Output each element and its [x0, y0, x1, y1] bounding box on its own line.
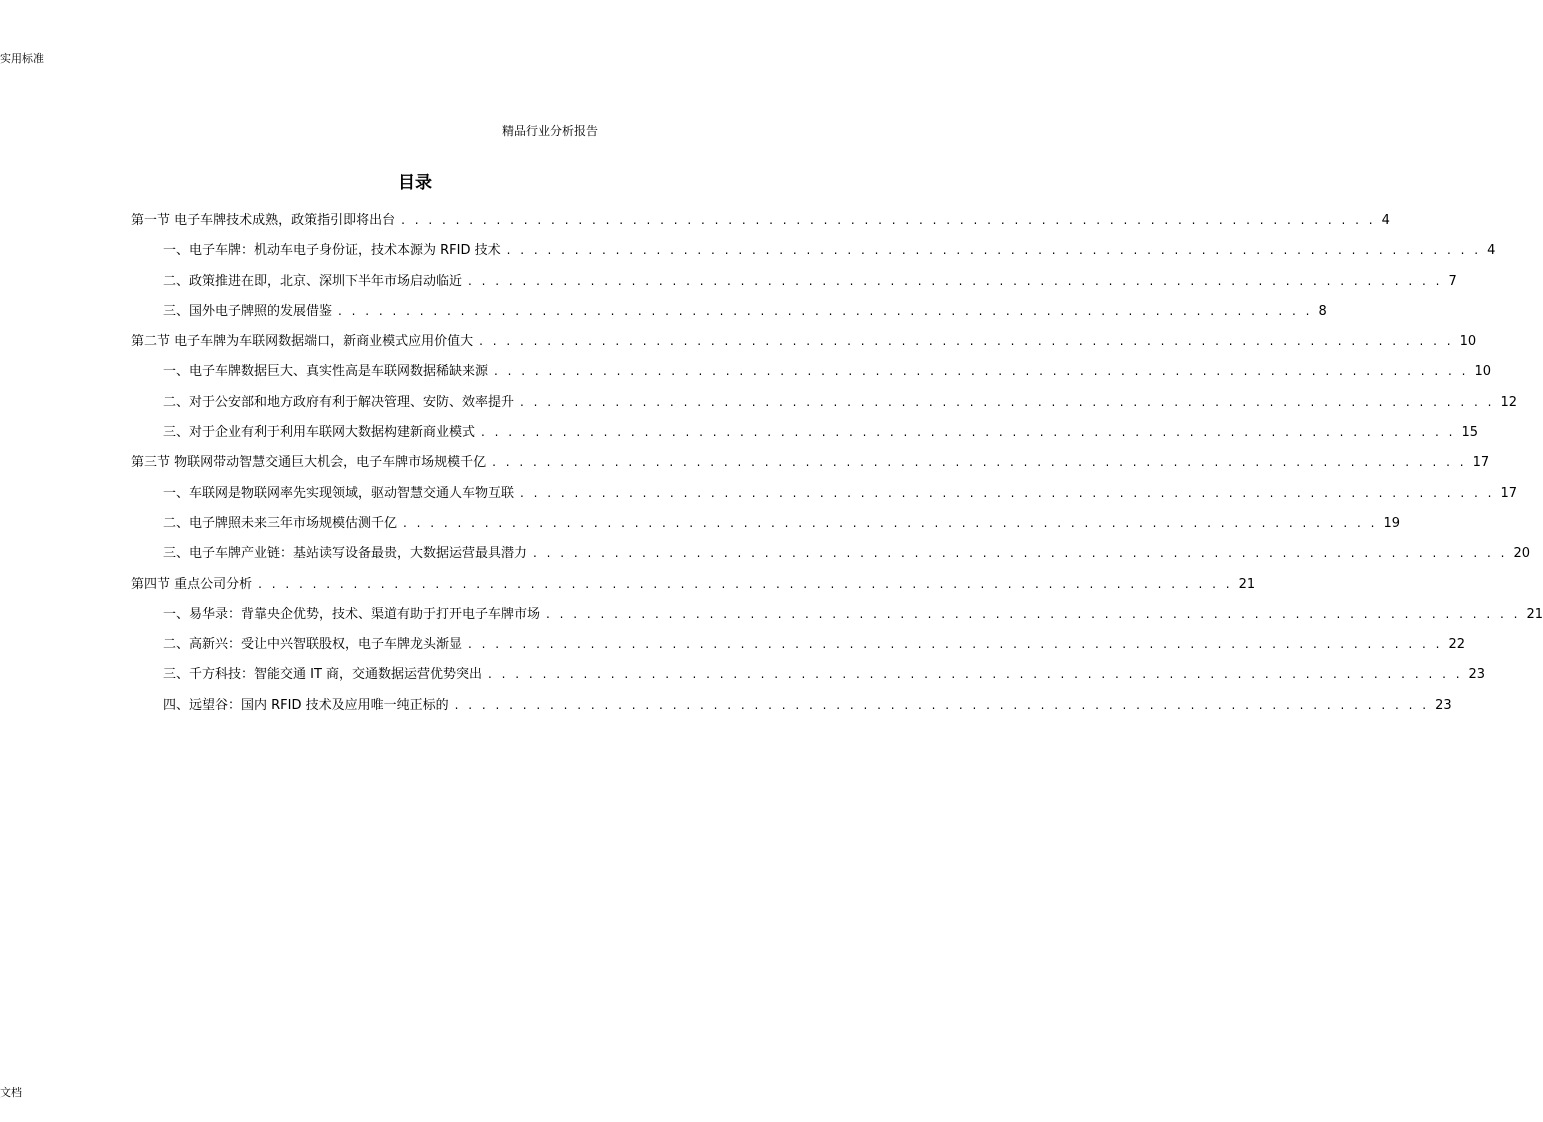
toc-section-entry[interactable]	[131, 329, 1477, 359]
toc-dot-leader: . . . . . . . . . . . . . . . . . . . . . . . . . . . . . . . . . . . . . . . . . . . . . . . . . . . . . . . . . . . . . . . . . . . . . . . .	[258, 576, 1233, 591]
toc-entry-title: 一、易华录：背靠央企优势，技术、渠道有助于打开电子车牌市场	[163, 606, 541, 622]
toc-dot-leader: . . . . . . . . . . . . . . . . . . . . . . . . . . . . . . . . . . . . . . . . . . . . . . . . . . . . . . . . . . . . . . . . . . . . . . . .	[401, 213, 1376, 227]
report-name: 精品行业分析报告	[502, 124, 599, 138]
toc-dot-leader: . . . . . . . . . . . . . . . . . . . . . . . . . . . . . . . . . . . . . . . . . . . . . . . . . . . . . . . . . . . . . . . . . . . . . . . .	[520, 394, 1495, 409]
toc-section-entry[interactable]	[131, 450, 1490, 480]
toc-dot-leader: . . . . . . . . . . . . . . . . . . . . . . . . . . . . . . . . . . . . . . . . . . . . . . . . . . . . . . . . . . . . . . . . . . . . . . . .	[468, 273, 1443, 288]
toc-page-number: 17	[1472, 455, 1490, 471]
toc-entry-title: 一、车联网是物联网率先实现领域，驱动智慧交通人车物互联	[163, 485, 515, 501]
toc-entry-title: 三、电子车牌产业链：基站读写设备最贵，大数据运营最具潜力	[163, 546, 528, 562]
toc-page-number: 22	[1448, 637, 1466, 653]
toc-section-entry[interactable]	[131, 572, 1256, 602]
toc-dot-leader: . . . . . . . . . . . . . . . . . . . . . . . . . . . . . . . . . . . . . . . . . . . . . . . . . . . . . . . . . . . . . . . . . . . . . . . .	[494, 364, 1469, 379]
toc-entry-title: 三、国外电子牌照的发展借鉴	[163, 303, 333, 319]
toc-dot-leader: . . . . . . . . . . . . . . . . . . . . . . . . . . . . . . . . . . . . . . . . . . . . . . . . . . . . . . . . . . . . . . . . . . . . . . . .	[492, 455, 1467, 470]
toc-entry-title: 三、千方科技：智能交通 IT 商，交通数据运营优势突出	[163, 667, 483, 683]
toc-entry-title: 第一节 电子车牌技术成熟，政策指引即将出台	[131, 213, 396, 228]
toc-dot-leader: . . . . . . . . . . . . . . . . . . . . . . . . . . . . . . . . . . . . . . . . . . . . . . . . . . . . . . . . . . . . . . . . . . . . . . . .	[403, 515, 1378, 530]
toc-subsection-entry[interactable]	[131, 511, 1401, 541]
toc-entry-title: 二、电子牌照未来三年市场规模估测千亿	[163, 515, 398, 531]
toc-entry-title: 三、对于企业有利于利用车联网大数据构建新商业模式	[163, 425, 476, 441]
toc-page-number: 21	[1526, 606, 1543, 622]
toc-page-number: 8	[1318, 303, 1327, 319]
toc-subsection-entry[interactable]	[131, 359, 1492, 389]
toc-dot-leader: . . . . . . . . . . . . . . . . . . . . . . . . . . . . . . . . . . . . . . . . . . . . . . . . . . . . . . . . . . . . . . . . . . . . . . . .	[479, 334, 1454, 349]
toc-subsection-entry[interactable]	[131, 390, 1518, 420]
toc-dot-leader: . . . . . . . . . . . . . . . . . . . . . . . . . . . . . . . . . . . . . . . . . . . . . . . . . . . . . . . . . . . . . . . . . . . . . . . .	[533, 546, 1508, 561]
toc-page-number: 23	[1435, 697, 1452, 713]
toc-subsection-entry[interactable]	[131, 269, 1457, 299]
toc-page-number: 15	[1461, 425, 1479, 441]
toc-entry-title: 二、高新兴：受让中兴智联股权，电子车牌龙头渐显	[163, 637, 463, 653]
toc-dot-leader: . . . . . . . . . . . . . . . . . . . . . . . . . . . . . . . . . . . . . . . . . . . . . . . . . . . . . . . . . . . . . . . . . . . . . . . .	[546, 606, 1521, 621]
toc-page-number: 20	[1513, 546, 1531, 562]
footer-bottom-left: 文档	[0, 1086, 22, 1099]
toc-page-number: 4	[1381, 213, 1390, 228]
toc-dot-leader: . . . . . . . . . . . . . . . . . . . . . . . . . . . . . . . . . . . . . . . . . . . . . . . . . . . . . . . . . . . . . . . . . . . . . . . .	[468, 637, 1443, 652]
toc-subsection-entry[interactable]	[131, 693, 1452, 723]
toc-page-number: 10	[1459, 334, 1477, 350]
toc-page-number: 4	[1487, 243, 1496, 259]
toc-subsection-entry[interactable]	[131, 602, 1543, 632]
toc-entry-title: 一、电子车牌数据巨大、真实性高是车联网数据稀缺来源	[163, 364, 489, 380]
toc-subsection-entry[interactable]	[131, 420, 1479, 450]
toc-dot-leader: . . . . . . . . . . . . . . . . . . . . . . . . . . . . . . . . . . . . . . . . . . . . . . . . . . . . . . . . . . . . . . . . . . . . . . . .	[481, 425, 1456, 440]
toc-subsection-entry[interactable]	[131, 481, 1518, 511]
toc-subsection-entry[interactable]	[131, 632, 1466, 662]
toc-dot-leader: . . . . . . . . . . . . . . . . . . . . . . . . . . . . . . . . . . . . . . . . . . . . . . . . . . . . . . . . . . . . . . . . . . . . . . . .	[520, 485, 1495, 500]
toc-title: 目录	[398, 173, 432, 193]
toc-page-number: 23	[1468, 667, 1486, 683]
toc-subsection-entry[interactable]	[131, 541, 1531, 571]
header-top-left: 实用标准	[0, 52, 44, 65]
toc-page-number: 19	[1383, 515, 1401, 531]
toc-entry-title: 第二节 电子车牌为车联网数据端口，新商业模式应用价值大	[131, 334, 474, 350]
toc-page-number: 21	[1238, 576, 1256, 592]
toc-entry-title: 四、远望谷：国内 RFID 技术及应用唯一纯正标的	[163, 697, 449, 713]
toc-section-entry[interactable]	[131, 208, 1390, 238]
toc-dot-leader: . . . . . . . . . . . . . . . . . . . . . . . . . . . . . . . . . . . . . . . . . . . . . . . . . . . . . . . . . . . . . . . . . . . . . . . .	[488, 667, 1463, 682]
toc-page-number: 10	[1474, 364, 1492, 380]
toc-page-number: 12	[1500, 394, 1518, 410]
toc-subsection-entry[interactable]	[131, 238, 1496, 268]
toc-dot-leader: . . . . . . . . . . . . . . . . . . . . . . . . . . . . . . . . . . . . . . . . . . . . . . . . . . . . . . . . . . . . . . . . . . . . . . . .	[338, 303, 1313, 318]
toc-entry-title: 一、电子车牌：机动车电子身份证，技术本源为 RFID 技术	[163, 243, 501, 259]
toc-entry-title: 二、政策推进在即，北京、深圳下半年市场启动临近	[163, 273, 463, 289]
toc-page-number: 7	[1448, 273, 1457, 289]
table-of-contents	[131, 208, 1543, 723]
toc-dot-leader: . . . . . . . . . . . . . . . . . . . . . . . . . . . . . . . . . . . . . . . . . . . . . . . . . . . . . . . . . . . . . . . . . . . . . . . .	[454, 697, 1430, 712]
toc-entry-title: 第四节 重点公司分析	[131, 576, 253, 592]
toc-subsection-entry[interactable]	[131, 299, 1327, 329]
toc-entry-title: 第三节 物联网带动智慧交通巨大机会，电子车牌市场规模千亿	[131, 455, 487, 471]
toc-page-number: 17	[1500, 485, 1518, 501]
toc-subsection-entry[interactable]	[131, 662, 1486, 692]
toc-dot-leader: . . . . . . . . . . . . . . . . . . . . . . . . . . . . . . . . . . . . . . . . . . . . . . . . . . . . . . . . . . . . . . . . . . . . . . . .	[506, 243, 1482, 258]
toc-entry-title: 二、对于公安部和地方政府有利于解决管理、安防、效率提升	[163, 394, 515, 410]
